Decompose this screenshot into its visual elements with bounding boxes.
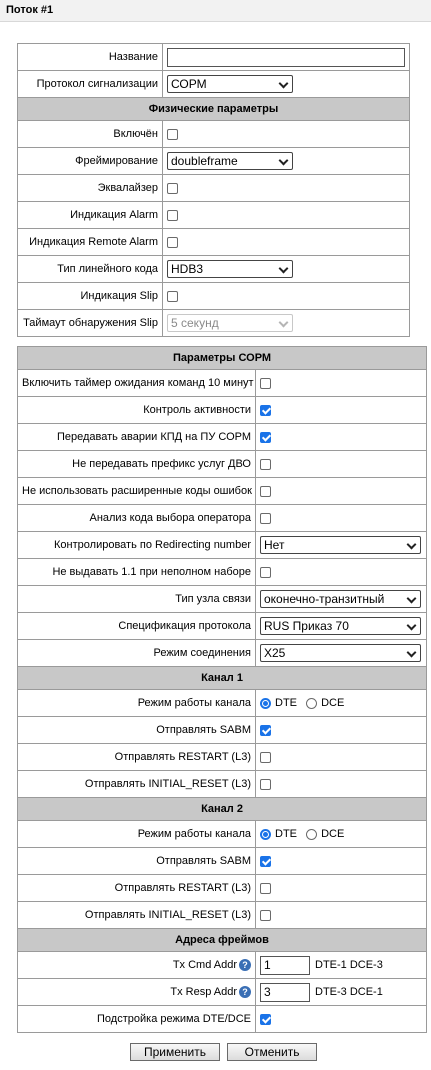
equalizer-checkbox[interactable] xyxy=(167,183,178,194)
line-code-label: Тип линейного кода xyxy=(18,256,163,283)
channel2-sabm-label: Отправлять SABM xyxy=(18,848,256,875)
chevron-down-icon xyxy=(407,540,417,550)
alarm-checkbox[interactable] xyxy=(167,210,178,221)
remote-alarm-checkbox[interactable] xyxy=(167,237,178,248)
timer-checkbox[interactable] xyxy=(260,378,271,389)
remote-alarm-label: Индикация Remote Alarm xyxy=(18,229,163,256)
incomplete-checkbox[interactable] xyxy=(260,567,271,578)
alarm-label: Индикация Alarm xyxy=(18,202,163,229)
ext-codes-row xyxy=(18,478,427,505)
conn-mode-select[interactable] xyxy=(260,644,421,662)
dte-dce-row xyxy=(18,1006,427,1033)
line-code-row xyxy=(18,256,410,283)
timer-row xyxy=(18,370,427,397)
spec-select-value: RUS Приказ 70 xyxy=(264,619,349,633)
node-type-select[interactable] xyxy=(260,590,421,608)
chevron-down-icon xyxy=(407,621,417,631)
sorm-section-title: Параметры СОРМ xyxy=(18,347,427,370)
redirecting-row xyxy=(18,532,427,559)
channel2-section-title: Канал 2 xyxy=(18,798,427,821)
tx-resp-label-cell xyxy=(18,979,256,1006)
chevron-down-icon xyxy=(279,156,289,166)
alarms-checkbox[interactable] xyxy=(260,432,271,443)
channel2-section-header xyxy=(18,798,427,821)
spec-label: Спецификация протокола xyxy=(18,613,256,640)
channel1-sabm-checkbox[interactable] xyxy=(260,725,271,736)
operator-checkbox[interactable] xyxy=(260,513,271,524)
page-title: Поток #1 xyxy=(6,4,54,16)
incomplete-label: Не выдавать 1.1 при неполном наборе xyxy=(18,559,256,586)
channel1-dte-label: DTE xyxy=(275,697,297,710)
conn-mode-row xyxy=(18,640,427,667)
activity-label: Контроль активности xyxy=(18,397,256,424)
line-code-select[interactable] xyxy=(167,260,293,278)
tx-resp-input[interactable]: 3 xyxy=(260,983,310,1002)
channel1-dte-radio[interactable] xyxy=(260,698,271,709)
redirecting-label: Контролировать по Redirecting number xyxy=(18,532,256,559)
channel1-restart-checkbox[interactable] xyxy=(260,752,271,763)
framing-select[interactable] xyxy=(167,152,293,170)
channel1-restart-label: Отправлять RESTART (L3) xyxy=(18,744,256,771)
slip-label: Индикация Slip xyxy=(18,283,163,310)
channel2-sabm-row xyxy=(18,848,427,875)
channel1-sabm-row xyxy=(18,717,427,744)
prefix-row xyxy=(18,451,427,478)
page-header xyxy=(0,0,431,22)
alarms-label: Передавать аварии КПД на ПУ СОРМ xyxy=(18,424,256,451)
protocol-row xyxy=(18,71,410,98)
chevron-down-icon xyxy=(279,318,289,328)
frames-section-title: Адреса фреймов xyxy=(18,929,427,952)
slip-row xyxy=(18,283,410,310)
tx-cmd-label: Tx Cmd Addr xyxy=(172,958,237,971)
sorm-params-table xyxy=(17,346,427,1033)
help-icon[interactable]: ? xyxy=(239,986,251,998)
help-icon[interactable]: ? xyxy=(239,959,251,971)
channel2-dce-radio[interactable] xyxy=(306,829,317,840)
slip-timeout-row xyxy=(18,310,410,337)
enabled-row xyxy=(18,121,410,148)
channel2-mode-row xyxy=(18,821,427,848)
channel1-initial-reset-label: Отправлять INITIAL_RESET (L3) xyxy=(18,771,256,798)
activity-row xyxy=(18,397,427,424)
tx-cmd-row xyxy=(18,952,427,979)
timer-label: Включить таймер ожидания команд 10 минут xyxy=(18,370,256,397)
dte-dce-label: Подстройка режима DTE/DCE xyxy=(18,1006,256,1033)
channel2-dte-radio[interactable] xyxy=(260,829,271,840)
ext-codes-checkbox[interactable] xyxy=(260,486,271,497)
channel1-initial-reset-row xyxy=(18,771,427,798)
sorm-section-header xyxy=(18,347,427,370)
channel2-initial-reset-checkbox[interactable] xyxy=(260,910,271,921)
chevron-down-icon xyxy=(279,79,289,89)
channel2-dce-label: DCE xyxy=(321,828,345,841)
line-code-select-value: HDB3 xyxy=(171,262,204,276)
prefix-label: Не передавать префикс услуг ДВО xyxy=(18,451,256,478)
alarms-row xyxy=(18,424,427,451)
protocol-select-value: СОРМ xyxy=(171,77,207,91)
activity-checkbox[interactable] xyxy=(260,405,271,416)
channel2-restart-row xyxy=(18,875,427,902)
chevron-down-icon xyxy=(407,648,417,658)
conn-mode-label: Режим соединения xyxy=(18,640,256,667)
channel1-mode-row xyxy=(18,690,427,717)
framing-select-value: doubleframe xyxy=(171,154,238,168)
remote-alarm-row xyxy=(18,229,410,256)
physical-section-title: Физические параметры xyxy=(18,98,410,121)
name-label: Название xyxy=(18,44,163,71)
channel1-section-title: Канал 1 xyxy=(18,667,427,690)
tx-cmd-label-cell xyxy=(18,952,256,979)
slip-checkbox[interactable] xyxy=(167,291,178,302)
cancel-button[interactable]: Отменить xyxy=(227,1043,317,1061)
alarm-row xyxy=(18,202,410,229)
enabled-label: Включён xyxy=(18,121,163,148)
protocol-label: Протокол сигнализации xyxy=(18,71,163,98)
physical-params-table xyxy=(17,43,410,337)
channel1-dce-radio[interactable] xyxy=(306,698,317,709)
channel1-sabm-label: Отправлять SABM xyxy=(18,717,256,744)
slip-timeout-select-value: 5 секунд xyxy=(171,316,219,330)
ext-codes-label: Не использовать расширенные коды ошибок xyxy=(18,478,256,505)
tx-resp-row xyxy=(18,979,427,1006)
slip-timeout-label: Таймаут обнаружения Slip xyxy=(18,310,163,337)
equalizer-row xyxy=(18,175,410,202)
conn-mode-select-value: X25 xyxy=(264,646,286,660)
channel2-initial-reset-row xyxy=(18,902,427,929)
operator-label: Анализ кода выбора оператора xyxy=(18,505,256,532)
redirecting-select-value: Нет xyxy=(264,538,285,552)
node-type-row xyxy=(18,586,427,613)
apply-button[interactable]: Применить xyxy=(130,1043,220,1061)
equalizer-label: Эквалайзер xyxy=(18,175,163,202)
tx-cmd-input[interactable]: 1 xyxy=(260,956,310,975)
channel2-initial-reset-label: Отправлять INITIAL_RESET (L3) xyxy=(18,902,256,929)
tx-resp-hint: DTE-3 DCE-1 xyxy=(315,986,383,998)
operator-row xyxy=(18,505,427,532)
chevron-down-icon xyxy=(279,264,289,274)
physical-section-header xyxy=(18,98,410,121)
tx-resp-label: Tx Resp Addr xyxy=(170,985,237,998)
framing-row xyxy=(18,148,410,175)
channel2-mode-label: Режим работы канала xyxy=(18,821,256,848)
name-input[interactable] xyxy=(167,48,405,67)
incomplete-row xyxy=(18,559,427,586)
redirecting-select[interactable] xyxy=(260,536,421,554)
prefix-checkbox[interactable] xyxy=(260,459,271,470)
tx-cmd-hint: DTE-1 DCE-3 xyxy=(315,959,383,971)
name-row xyxy=(18,44,410,71)
frames-section-header xyxy=(18,929,427,952)
spec-row xyxy=(18,613,427,640)
node-type-select-value: оконечно-транзитный xyxy=(264,592,385,606)
chevron-down-icon xyxy=(407,594,417,604)
button-bar xyxy=(130,1043,321,1061)
channel2-sabm-checkbox[interactable] xyxy=(260,856,271,867)
channel2-restart-label: Отправлять RESTART (L3) xyxy=(18,875,256,902)
slip-timeout-select xyxy=(167,314,293,332)
channel1-section-header xyxy=(18,667,427,690)
spec-select[interactable] xyxy=(260,617,421,635)
dte-dce-checkbox[interactable] xyxy=(260,1014,271,1025)
channel1-initial-reset-checkbox[interactable] xyxy=(260,779,271,790)
node-type-label: Тип узла связи xyxy=(18,586,256,613)
channel2-dte-label: DTE xyxy=(275,828,297,841)
protocol-select[interactable] xyxy=(167,75,293,93)
channel2-restart-checkbox[interactable] xyxy=(260,883,271,894)
enabled-checkbox[interactable] xyxy=(167,129,178,140)
channel1-dce-label: DCE xyxy=(321,697,345,710)
channel1-mode-label: Режим работы канала xyxy=(18,690,256,717)
framing-label: Фреймирование xyxy=(18,148,163,175)
channel1-restart-row xyxy=(18,744,427,771)
